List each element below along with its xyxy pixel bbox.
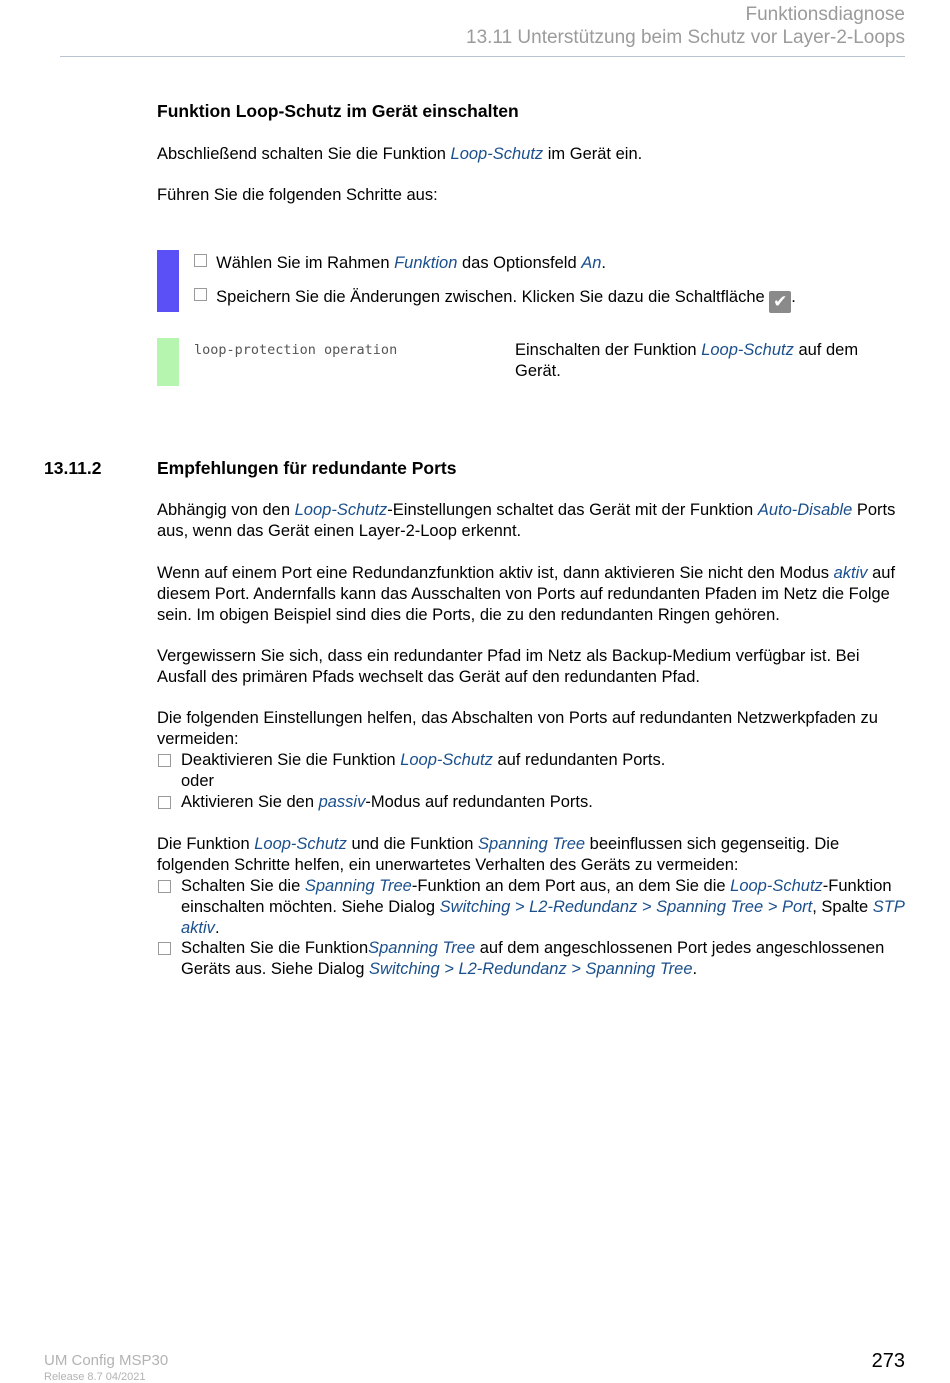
square-bullet-icon [158, 754, 171, 767]
list-item: Schalten Sie die Spanning Tree-Funktion an dem Port aus, an dem Sie die Loop-Schutz-Funktion einschalten möchten. Siehe Dialog Switching > L2-Redundanz > Spanning Tree > Port, Spalte STP aktiv. [157, 876, 905, 939]
paragraph-redundancy: Wenn auf einem Port eine Redundanzfunktion aktiv ist, dann aktivieren Sie nicht den Modus aktiv auf diesem Port. Andernfalls kann das Ausschalten von Ports auf redundanten Pfaden im Netz die Folge sein. Im obigen Beispiel sind dies die Ports, die zu den redundanten Ringen gehören. [157, 564, 896, 624]
paragraph-auto-disable: Abhängig von den Loop-Schutz-Einstellungen schaltet das Gerät mit der Funktion Auto-Disable Ports aus, wenn das Gerät einen Layer-2-Loop erkennt. [157, 501, 896, 540]
list-item: Deaktivieren Sie die Funktion Loop-Schutz auf redundanten Ports. [157, 750, 905, 771]
square-bullet-icon [158, 796, 171, 809]
footer-document: UM Config MSP30 [44, 1352, 169, 1369]
footer-release: Release 8.7 04/2021 [44, 1371, 146, 1383]
subheading-loop-protection: Funktion Loop-Schutz im Gerät einschalten [157, 101, 519, 121]
section-title: Empfehlungen für redundante Ports [157, 458, 457, 478]
square-bullet-icon [158, 880, 171, 893]
page-number: 273 [871, 1350, 905, 1372]
paragraph-intro: Abschließend schalten Sie die Funktion Loop-Schutz im Gerät ein. [157, 145, 643, 163]
paragraph-settings: Die folgenden Einstellungen helfen, das Abschalten von Ports auf redundanten Netzwerkpfaden zu vermeiden: [157, 709, 878, 748]
square-bullet-icon [194, 254, 207, 267]
section-number: 13.11.2 [44, 458, 102, 478]
oder-text: oder [181, 772, 215, 790]
square-bullet-icon [158, 942, 171, 955]
cli-description: Einschalten der Funktion Loop-Schutz auf dem Gerät. [515, 341, 859, 380]
cli-command: loop-protection operation [194, 342, 398, 358]
header-section: 13.11 Unterstützung beim Schutz vor Layer-2-Loops [466, 27, 905, 48]
header-chapter: Funktionsdiagnose [745, 4, 905, 25]
gui-marker-bar [157, 250, 179, 312]
list-item: Schalten Sie die FunktionSpanning Tree auf dem angeschlossenen Port jedes angeschlossenen Geräts aus. Siehe Dialog Switching > L2-Redundanz > Spanning Tree. [157, 938, 905, 980]
square-bullet-icon [194, 288, 207, 301]
checkmark-icon[interactable]: ✔ [769, 291, 791, 313]
paragraph-spanning-tree: Die Funktion Loop-Schutz und die Funktion Spanning Tree beeinflussen sich gegenseitig. Die folgenden Schritte helfen, ein unerwartetes Verhalten des Geräts zu vermeiden: [157, 835, 840, 874]
cli-marker-bar [157, 338, 179, 386]
list-item: Aktivieren Sie den passiv-Modus auf redundanten Ports. [157, 792, 905, 813]
gui-step-1: Wählen Sie im Rahmen Funktion das Optionsfeld An. [194, 253, 606, 274]
header-rule [60, 56, 905, 57]
gui-step-2: Speichern Sie die Änderungen zwischen. Klicken Sie dazu die Schaltfläche ✔ . [194, 287, 796, 313]
paragraph-steps-intro: Führen Sie die folgenden Schritte aus: [157, 186, 438, 204]
paragraph-backup: Vergewissern Sie sich, dass ein redundanter Pfad im Netz als Backup-Medium verfügbar ist. Bei Ausfall des primären Pfads wechselt das Gerät auf den redundanten Pfad. [157, 647, 860, 686]
